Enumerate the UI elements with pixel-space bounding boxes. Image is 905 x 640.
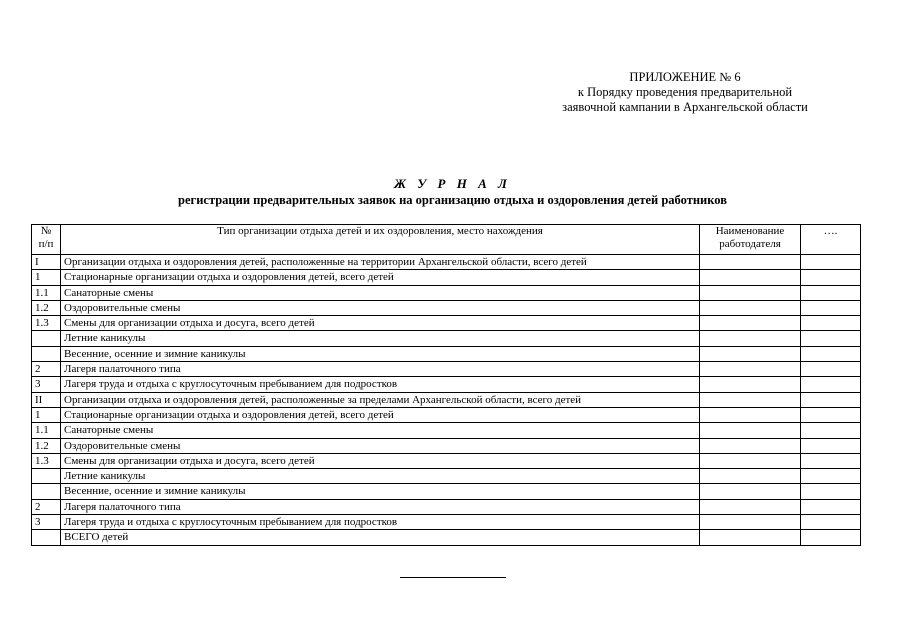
row-extra-cell [801, 255, 861, 270]
table-row [32, 515, 861, 530]
row-extra-cell [801, 316, 861, 331]
header-number-line-1: № [40, 225, 52, 237]
header-number-line-2: п/п [38, 238, 54, 250]
row-employer-cell [700, 530, 801, 545]
table-row [32, 331, 861, 346]
row-type: Смены для организации отдыха и досуга, всего детей [61, 316, 700, 331]
table-row [32, 484, 861, 499]
row-employer-cell [700, 515, 801, 530]
bottom-separator-line [400, 577, 506, 578]
row-extra-cell [801, 407, 861, 422]
row-extra-cell [801, 423, 861, 438]
table-header-row [32, 225, 861, 255]
row-number [32, 469, 61, 484]
table-row [32, 285, 861, 300]
row-employer-cell [700, 469, 801, 484]
row-extra-cell [801, 499, 861, 514]
header-employer [700, 225, 801, 255]
table-row [32, 377, 861, 392]
table-row [32, 469, 861, 484]
row-type: Организации отдыха и оздоровления детей, расположенные на территории Архангельской области, всего детей [61, 255, 700, 270]
header-employer-line-2: работодателя [719, 238, 781, 250]
row-number: 1.2 [32, 300, 61, 315]
row-extra-cell [801, 331, 861, 346]
row-type: Лагеря палаточного типа [61, 362, 700, 377]
row-type: Летние каникулы [61, 469, 700, 484]
row-type: Санаторные смены [61, 423, 700, 438]
row-employer-cell [700, 438, 801, 453]
row-employer-cell [700, 362, 801, 377]
row-employer-cell [700, 423, 801, 438]
row-number: 1 [32, 270, 61, 285]
row-number: 1 [32, 407, 61, 422]
row-type: Смены для организации отдыха и досуга, всего детей [61, 453, 700, 468]
row-number: I [32, 255, 61, 270]
row-extra-cell [801, 515, 861, 530]
table-row [32, 438, 861, 453]
table-row [32, 362, 861, 377]
row-employer-cell [700, 499, 801, 514]
row-employer-cell [700, 407, 801, 422]
row-number: II [32, 392, 61, 407]
row-type: Организации отдыха и оздоровления детей, расположенные за пределами Архангельской области, всего детей [61, 392, 700, 407]
table-row [32, 392, 861, 407]
row-employer-cell [700, 453, 801, 468]
table-row [32, 530, 861, 545]
row-number: 3 [32, 515, 61, 530]
row-extra-cell [801, 346, 861, 361]
row-employer-cell [700, 270, 801, 285]
row-type: Лагеря труда и отдыха с круглосуточным пребыванием для подростков [61, 515, 700, 530]
table-row [32, 423, 861, 438]
row-number: 1.2 [32, 438, 61, 453]
row-employer-cell [700, 285, 801, 300]
row-type: Лагеря труда и отдыха с круглосуточным пребыванием для подростков [61, 377, 700, 392]
row-number: 1.1 [32, 423, 61, 438]
table-row [32, 499, 861, 514]
appendix-line-2: к Порядку проведения предварительной [577, 85, 793, 99]
row-extra-cell [801, 377, 861, 392]
row-extra-cell [801, 285, 861, 300]
table-row [32, 453, 861, 468]
row-employer-cell [700, 346, 801, 361]
row-type: Оздоровительные смены [61, 300, 700, 315]
row-extra-cell [801, 300, 861, 315]
row-employer-cell [700, 484, 801, 499]
appendix-header [490, 70, 880, 115]
row-extra-cell [801, 362, 861, 377]
row-extra-cell [801, 484, 861, 499]
journal-title: Ж У Р Н А Л [394, 176, 511, 191]
row-number [32, 331, 61, 346]
table-row [32, 270, 861, 285]
journal-table [31, 224, 861, 546]
row-employer-cell [700, 316, 801, 331]
row-employer-cell [700, 377, 801, 392]
row-employer-cell [700, 331, 801, 346]
journal-subtitle: регистрации предварительных заявок на организацию отдыха и оздоровления детей работников [178, 193, 727, 207]
row-employer-cell [700, 255, 801, 270]
row-number [32, 484, 61, 499]
row-type: Стационарные организации отдыха и оздоровления детей, всего детей [61, 407, 700, 422]
row-number: 1.3 [32, 316, 61, 331]
header-employer-line-1: Наименование [715, 225, 785, 237]
appendix-line-3: заявочной кампании в Архангельской области [562, 100, 808, 114]
header-number [32, 225, 61, 255]
row-extra-cell [801, 392, 861, 407]
row-extra-cell [801, 438, 861, 453]
table-row [32, 346, 861, 361]
row-number: 1.1 [32, 285, 61, 300]
header-more: …. [801, 225, 861, 255]
appendix-line-1: ПРИЛОЖЕНИЕ № 6 [629, 70, 741, 84]
row-extra-cell [801, 530, 861, 545]
row-number: 1.3 [32, 453, 61, 468]
row-type: ВСЕГО детей [61, 530, 700, 545]
row-extra-cell [801, 270, 861, 285]
table-row [32, 255, 861, 270]
row-number: 2 [32, 499, 61, 514]
header-type: Тип организации отдыха детей и их оздоровления, место нахождения [61, 225, 700, 255]
row-type: Стационарные организации отдыха и оздоровления детей, всего детей [61, 270, 700, 285]
row-employer-cell [700, 300, 801, 315]
row-employer-cell [700, 392, 801, 407]
row-type: Оздоровительные смены [61, 438, 700, 453]
row-type: Санаторные смены [61, 285, 700, 300]
row-number: 3 [32, 377, 61, 392]
row-type: Лагеря палаточного типа [61, 499, 700, 514]
row-number: 2 [32, 362, 61, 377]
row-number [32, 530, 61, 545]
row-type: Летние каникулы [61, 331, 700, 346]
row-extra-cell [801, 469, 861, 484]
table-row [32, 316, 861, 331]
table-row [32, 407, 861, 422]
row-number [32, 346, 61, 361]
row-type: Весенние, осенние и зимние каникулы [61, 346, 700, 361]
row-extra-cell [801, 453, 861, 468]
table-row [32, 300, 861, 315]
row-type: Весенние, осенние и зимние каникулы [61, 484, 700, 499]
